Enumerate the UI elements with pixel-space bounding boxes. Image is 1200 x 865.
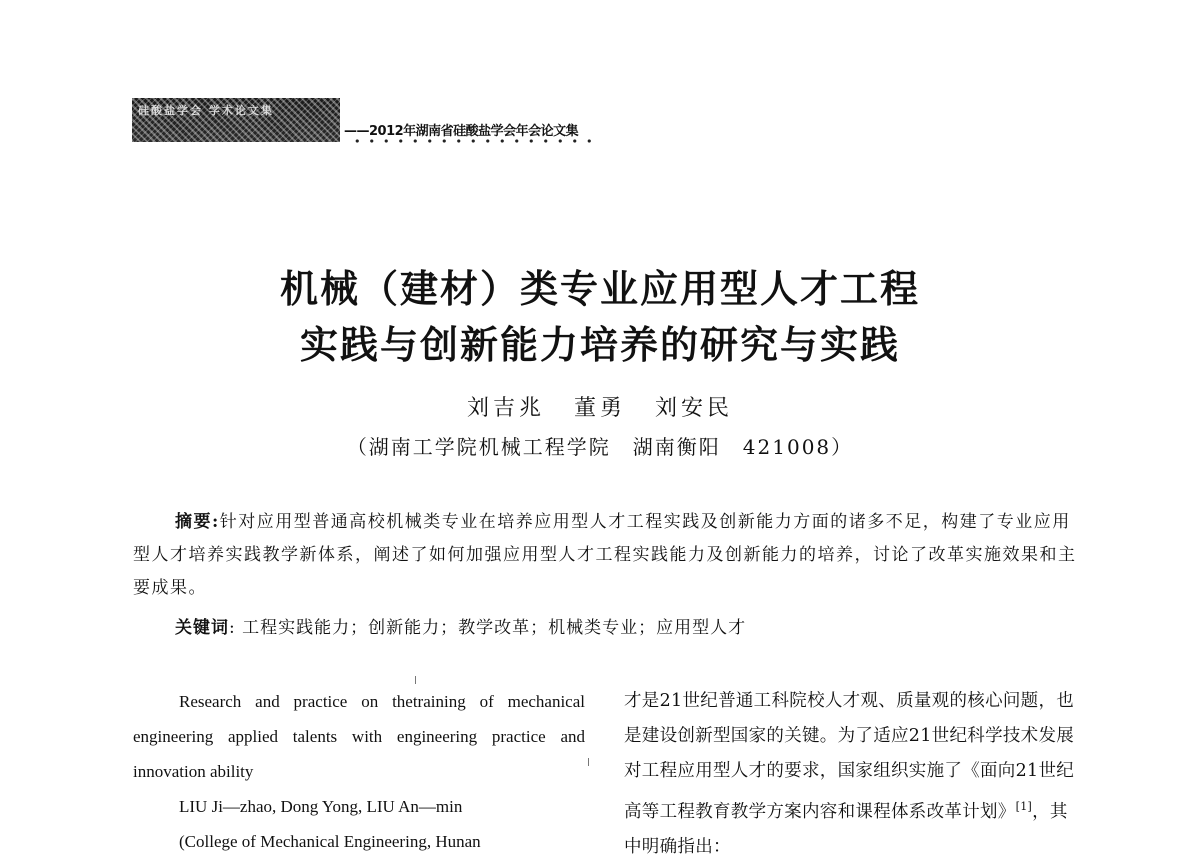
authors: 刘吉兆 董勇 刘安民 [467, 396, 733, 421]
paper-title-line-1: 机械（建材）类专业应用型人才工程 [279, 266, 920, 311]
scan-mark [415, 676, 416, 684]
english-title: Research and practice on thetraining of mechanical engineering applied talents with engineering practice and innovation ability [133, 692, 585, 781]
english-affiliation: (College of Mechanical Engineering, Hunan [179, 832, 481, 851]
keywords [175, 613, 1075, 638]
scan-mark [588, 758, 589, 766]
keywords-text: : 工程实践能力；创新能力；教学改革；机械类专业；应用型人才 [229, 618, 747, 638]
abstract [133, 506, 1079, 605]
body-tail: ，其中明确指出： [624, 801, 1068, 857]
header-dotted-rule [350, 139, 596, 143]
affiliation: （湖南工学院机械工程学院 湖南衡阳 421008） [346, 435, 854, 459]
english-authors: LIU Ji—zhao, Dong Yong, LIU An—min [179, 797, 463, 816]
abstract-label: 摘要: [175, 512, 220, 532]
header-logo [132, 98, 340, 142]
citation-ref: [1] [1015, 800, 1033, 813]
journal-header: ——2012年湖南省硅酸盐学会年会论文集 [344, 124, 579, 139]
abstract-text: 针对应用型普通高校机械类专业在培养应用型人才工程实践及创新能力方面的诸多不足，构建了专业应用型人才培养实践教学新体系，阐述了如何加强应用型人才工程实践能力及创新能力的培养，讨论了改革实施效果和主要成果。 [133, 512, 1077, 598]
keywords-label: 关键词 [175, 618, 229, 638]
body-paragraph: 才是21世纪普通工科院校人才观、质量观的核心问题，也是建设创新型国家的关键。为了适应21世纪科学技术发展对工程应用型人才的要求，国家组织实施了《面向21世纪高等工程教育教学方案内容和课程体系改革计划》 [624, 691, 1075, 822]
english-title-block [133, 684, 585, 859]
header-logo-text: 硅酸盐学会 学术论文集 [138, 104, 274, 117]
body-text [624, 684, 1079, 865]
paper-title-line-2: 实践与创新能力培养的研究与实践 [299, 322, 900, 367]
